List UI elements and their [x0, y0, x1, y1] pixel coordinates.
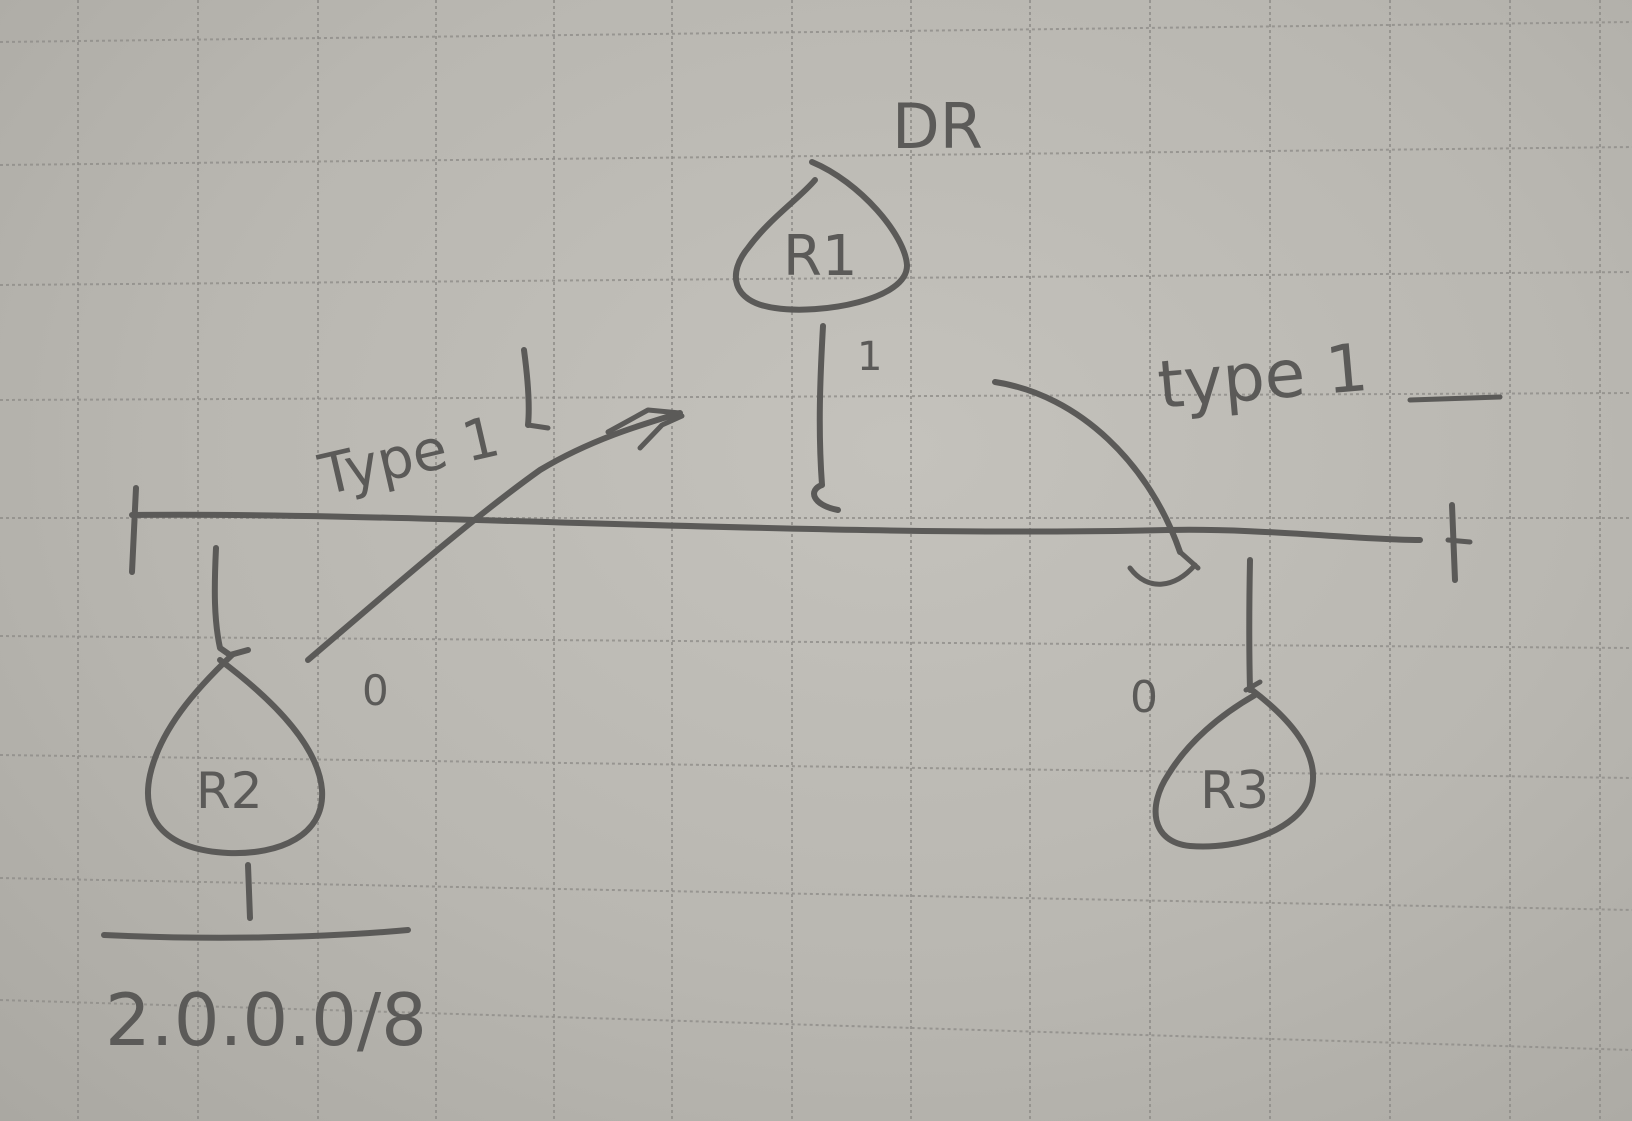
r3-link: [1249, 560, 1250, 690]
r1-cost: 1: [857, 334, 883, 380]
r1-link: [814, 326, 838, 510]
stub-network-line: [104, 930, 408, 938]
r2-stub-link: [248, 865, 250, 918]
network-label: 2.0.0.0/8: [105, 978, 427, 1062]
lsa-label-right: type 1: [1154, 328, 1372, 424]
lsa-label-left: Type 1: [313, 404, 506, 509]
router-r3-label: R3: [1200, 761, 1270, 821]
lsa-label-right-underline: [1410, 397, 1500, 400]
router-r1-label: R1: [783, 224, 858, 289]
dr-label: DR: [892, 90, 983, 163]
router-r3: [1156, 690, 1313, 847]
r2-link: [215, 548, 248, 655]
router-r2-label: R2: [196, 762, 263, 820]
r3-cost: 0: [1130, 672, 1158, 723]
r2-stub-cost: [232, 895, 233, 896]
r2-cost: 0: [362, 666, 389, 715]
router-r2: [148, 655, 322, 853]
router-r1: [736, 162, 907, 310]
